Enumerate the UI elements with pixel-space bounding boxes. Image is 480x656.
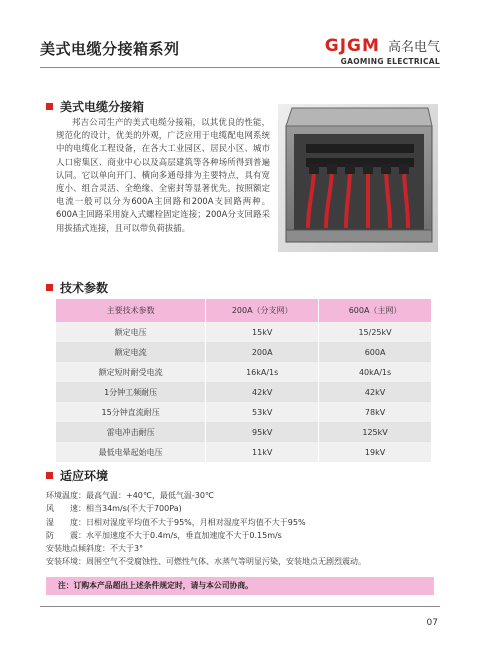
table-cell: 额定短时耐受电流 (56, 362, 206, 382)
table-cell: 40kA/1s (319, 362, 432, 382)
table-cell: 最低电晕起始电压 (56, 442, 206, 462)
table-cell: 雷电冲击耐压 (56, 422, 206, 442)
table-cell: 42kV (206, 382, 319, 402)
params-section-heading (46, 279, 108, 296)
intro-paragraph: 邦吉公司生产的美式电缆分接箱，以其优良的性能，规范化的设计，优美的外观，广泛应用于电缆配电网系统中的电缆化工程设备，在各大工业园区、居民小区、城市人口密集区、商业中心以及高层建筑等各种场所得到普遍认同。它以单向开门、横向多通母排为主要特点，具有宽度小、组合灵活、全绝缘、全密封等显著优先。按照额定电流一般可以分为600A主回路和200A支回路两种。600A主回路采用旋入式螺栓固定连接；200A分支回路采用拔插式连接，且可以带负荷拔插。 (56, 117, 270, 233)
brand-logo: GJGM (324, 36, 380, 56)
table-row (56, 442, 432, 462)
table-cell: 19kV (319, 442, 432, 462)
intro-section-heading (46, 98, 144, 115)
table-header-cell: 主要技术参数 (56, 299, 206, 322)
table-cell: 53kV (206, 402, 319, 422)
header-divider (40, 67, 440, 68)
table-cell: 42kV (319, 382, 432, 402)
brand-name-cn: 高名电气 (387, 40, 440, 55)
table-header-cell: 600A（主网） (319, 299, 432, 322)
environment-line: 安装地点倾斜度：不大于3° (46, 544, 144, 554)
table-cell: 额定电压 (56, 322, 206, 342)
product-photo (278, 104, 438, 252)
table-cell: 125kV (319, 422, 432, 442)
section-bullet-icon (46, 472, 53, 479)
table-row (56, 382, 432, 402)
environment-line: 防 震：水平加速度不大于0.4m/s，垂直加速度不大于0.15m/s (46, 530, 282, 540)
section-bullet-icon (46, 103, 53, 110)
table-row (56, 422, 432, 442)
environment-line: 风 速：相当34m/s(不大于700Pa) (46, 504, 182, 514)
params-section-title: 技术参数 (60, 281, 109, 295)
table-cell: 16kA/1s (206, 362, 319, 382)
environment-list (46, 489, 446, 569)
table-cell: 11kV (206, 442, 319, 462)
intro-section-title: 美式电缆分接箱 (60, 100, 145, 114)
table-cell: 1分钟工频耐压 (56, 382, 206, 402)
page-number: 07 (426, 618, 438, 628)
table-row (56, 362, 432, 382)
table-cell: 78kV (319, 402, 432, 422)
table-cell: 额定电流 (56, 342, 206, 362)
table-cell: 15分钟直流耐压 (56, 402, 206, 422)
table-row (56, 402, 432, 422)
order-note: 注：订购本产品超出上述条件规定时，请与本公司协商。 (46, 577, 434, 595)
footer-divider (40, 606, 440, 607)
table-header-row (56, 299, 432, 322)
table-cell: 15kV (206, 322, 319, 342)
environment-line: 湿 度：日相对湿度平均值不大于95%，月相对湿度平均值不大于95% (46, 517, 306, 527)
table-row (56, 322, 432, 342)
table-row (56, 342, 432, 362)
environment-section-title: 适应环境 (60, 469, 109, 483)
environment-section-heading (46, 467, 108, 484)
table-cell: 95kV (206, 422, 319, 442)
table-cell: 200A (206, 342, 319, 362)
brand-name-en: GAOMING ELECTRICAL (340, 57, 440, 66)
table-cell: 600A (319, 342, 432, 362)
environment-line: 环境温度：最高气温：+40℃，最低气温-30℃ (46, 491, 214, 500)
page-title: 美式电缆分接箱系列 (40, 40, 180, 58)
section-bullet-icon (46, 284, 53, 291)
table-header-cell: 200A（分支网） (206, 299, 319, 322)
brand-block (325, 36, 440, 66)
table-cell: 15/25kV (319, 322, 432, 342)
params-table (56, 299, 432, 462)
environment-line: 安装环境：周围空气不受腐蚀性、可燃性气体、水蒸气等明显污染，安装地点无剧烈震动。 (46, 557, 366, 567)
